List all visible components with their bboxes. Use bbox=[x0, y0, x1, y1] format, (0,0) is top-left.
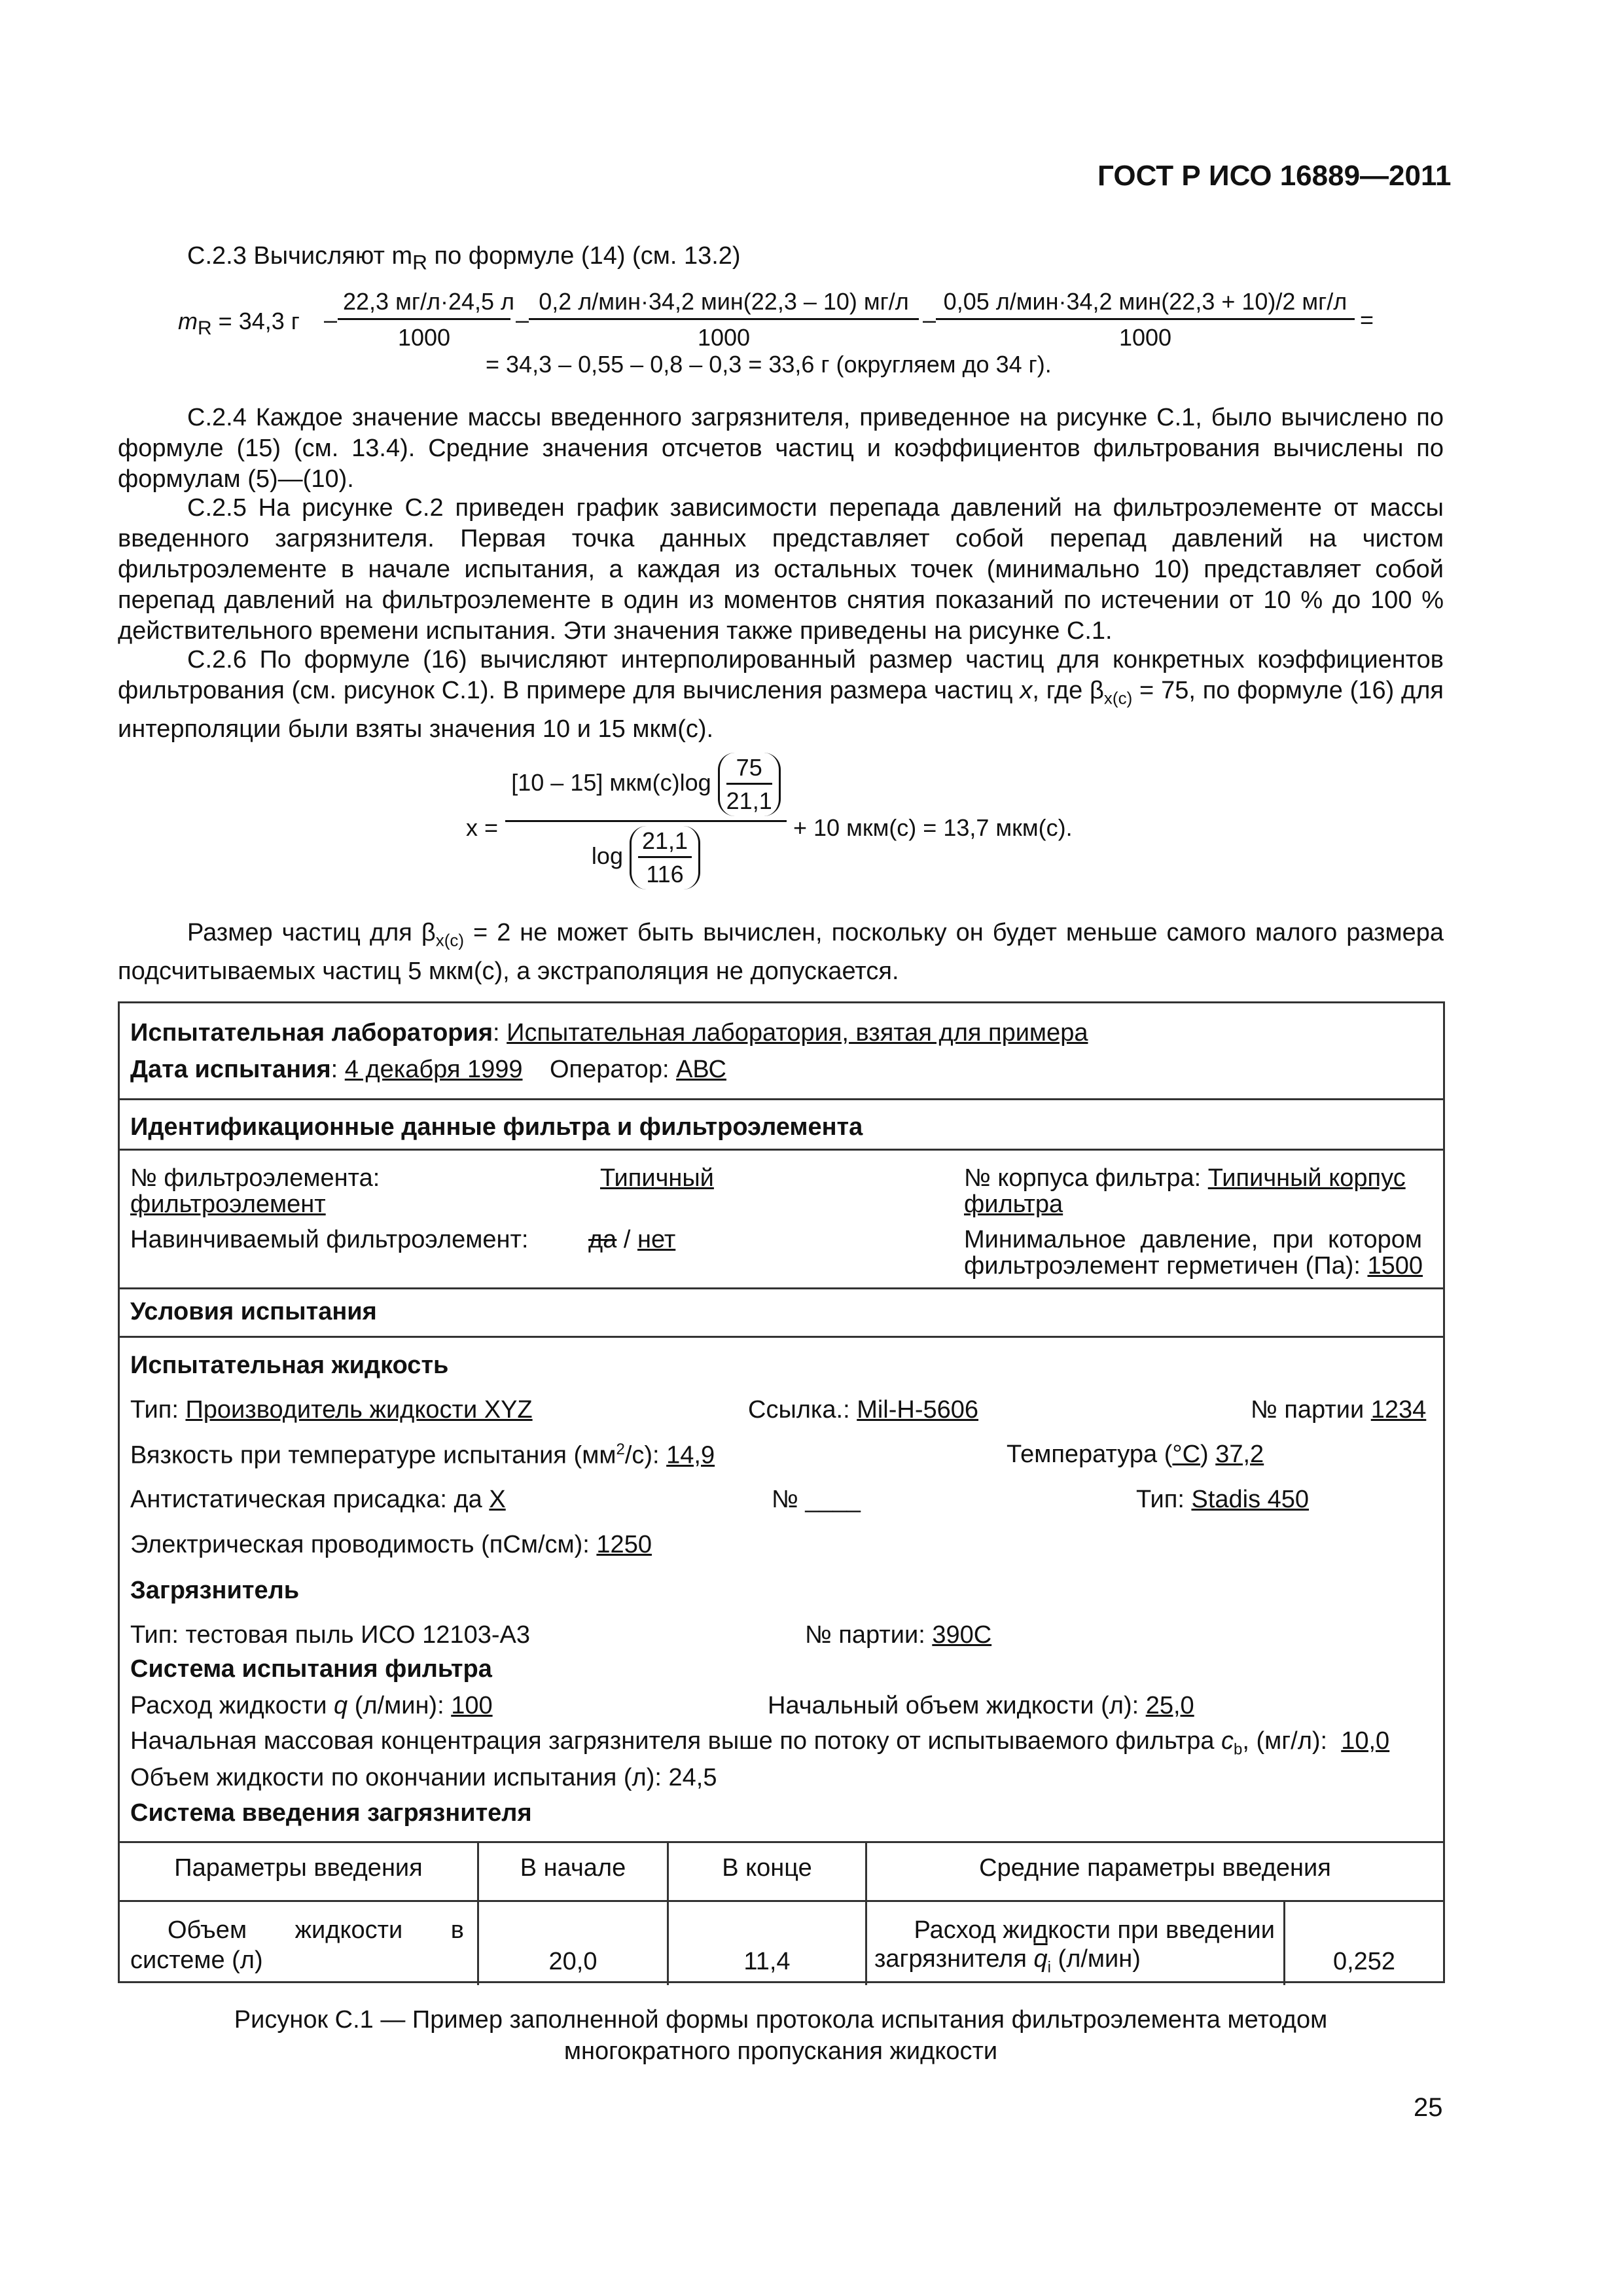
fluid-type-value: Производитель жидкости XYZ bbox=[185, 1396, 533, 1424]
batch-label: № партии bbox=[1251, 1396, 1371, 1424]
paragraph-c26 bbox=[118, 645, 1444, 745]
contaminant-batch-label: № партии: bbox=[805, 1621, 933, 1649]
avg-label-3: (л/мин) bbox=[1050, 1945, 1141, 1973]
c26-text-a: С.2.6 По формуле (16) вычисляют интерполированный размер частиц для конкретных коэффициентов фильтрования (см. рисунок С.1). В примере для вычисления размера частиц bbox=[118, 646, 1444, 704]
spin-on-label: Навинчиваемый фильтроэлемент: bbox=[130, 1226, 529, 1253]
table-header-params: Параметры введения bbox=[174, 1854, 423, 1882]
table-cell-avg-label bbox=[874, 1915, 1275, 1945]
avg-q: $\overline{q}$ bbox=[1033, 1945, 1048, 1973]
eq14-term-1 bbox=[338, 288, 515, 351]
date-value: 4 декабря 1999 bbox=[344, 1056, 523, 1083]
temp-unit: °С bbox=[1172, 1441, 1201, 1468]
antistatic-row bbox=[130, 1486, 506, 1514]
eq14-term-2 bbox=[529, 288, 919, 351]
c23-text: С.2.3 Вычисляют m bbox=[187, 242, 413, 270]
c26-text-b: , где β bbox=[1032, 677, 1104, 704]
temp-label: Температура ( bbox=[1007, 1441, 1173, 1468]
eq16-fraction bbox=[505, 753, 787, 889]
ref-value: Mil-H-5606 bbox=[857, 1396, 979, 1424]
contaminant-batch-row bbox=[805, 1621, 991, 1649]
c23-intro bbox=[187, 242, 741, 275]
batch-row bbox=[1251, 1396, 1426, 1424]
conc-value: 10,0 bbox=[1341, 1727, 1390, 1755]
avg-sub: i bbox=[1047, 1958, 1051, 1977]
eq16-den-paren-num: 21,1 bbox=[638, 827, 692, 858]
standard-designation: ГОСТ Р ИСО 16889—2011 bbox=[1097, 160, 1452, 192]
eq14-equals: = bbox=[1360, 306, 1374, 333]
system-heading: Система испытания фильтра bbox=[130, 1655, 492, 1683]
conc-label-b: , (мг/л): bbox=[1242, 1727, 1334, 1755]
form-divider-4 bbox=[120, 1336, 1443, 1338]
spin-on-yes: да bbox=[588, 1226, 617, 1253]
housing-row bbox=[964, 1164, 1406, 1193]
eq16-denominator bbox=[505, 822, 787, 889]
avg-label-line-1: Расход жидкости при введении bbox=[914, 1916, 1275, 1944]
lab-colon: : bbox=[493, 1019, 507, 1047]
fluid-type-row bbox=[130, 1396, 533, 1424]
lab-row bbox=[130, 1019, 1088, 1047]
eq14-lhs-m: m bbox=[178, 308, 198, 334]
eq16-num-text: [10 – 15] мкм(с)log bbox=[511, 769, 711, 797]
eq16-lhs: x = bbox=[466, 814, 499, 841]
table-header-average: Средние параметры введения bbox=[979, 1854, 1331, 1882]
ident-heading: Идентификационные данные фильтра и фильтроэлемента bbox=[130, 1113, 863, 1141]
conductivity-row bbox=[130, 1531, 652, 1559]
fluid-heading: Испытательная жидкость bbox=[130, 1352, 449, 1379]
table-header-end: В конце bbox=[722, 1854, 812, 1882]
date-row bbox=[130, 1056, 523, 1084]
init-volume-row bbox=[768, 1692, 1194, 1720]
additive-no-row bbox=[772, 1486, 861, 1514]
temperature-row bbox=[1007, 1441, 1264, 1469]
spin-on-no: нет bbox=[637, 1226, 676, 1253]
spin-on-sep: / bbox=[616, 1226, 637, 1253]
eq14-term-3 bbox=[936, 288, 1355, 351]
final-volume: Объем жидкости по окончании испытания (л): 24,5 bbox=[130, 1764, 717, 1791]
table-cell-avg-value: 0,252 bbox=[1332, 1948, 1396, 1975]
contaminant-batch-value: 390С bbox=[932, 1621, 992, 1649]
element-no-label-2: фильтроэлемент bbox=[130, 1191, 326, 1218]
temp-close: ) bbox=[1200, 1441, 1216, 1468]
c26-sub: x(c) bbox=[1103, 688, 1133, 708]
flow-label-a: Расход жидкости bbox=[130, 1692, 334, 1719]
visc-label: Вязкость при температуре испытания (мм bbox=[130, 1441, 616, 1469]
eq14-lhs-eq: = 34,3 г bbox=[211, 308, 300, 334]
conductivity-value: 1250 bbox=[596, 1531, 652, 1558]
lab-value: Испытательная лаборатория, взятая для примера bbox=[507, 1019, 1088, 1047]
visc-value: 14,9 bbox=[666, 1441, 715, 1469]
housing-value-2: фильтра bbox=[964, 1191, 1063, 1218]
page-number: 25 bbox=[1414, 2093, 1443, 2122]
eq14-lhs bbox=[178, 308, 300, 340]
min-pressure-line-1: Минимальное давление, при котором bbox=[964, 1226, 1422, 1253]
date-label: Дата испытания bbox=[130, 1056, 331, 1083]
eq14-term-2-den: 1000 bbox=[697, 324, 751, 351]
eq16-den-paren bbox=[630, 826, 700, 889]
eq14-term-3-den: 1000 bbox=[1118, 324, 1172, 351]
date-colon: : bbox=[330, 1056, 345, 1083]
element-no-value: Типичный bbox=[600, 1164, 714, 1192]
eq16-num-paren-num: 75 bbox=[726, 754, 772, 785]
eq16-numerator bbox=[505, 753, 787, 822]
note-text-a: Размер частиц для β bbox=[187, 919, 436, 946]
temp-value: 37,2 bbox=[1215, 1441, 1264, 1468]
operator-row bbox=[550, 1056, 726, 1084]
caption-line-1: Рисунок С.1 — Пример заполненной формы протокола испытания фильтроэлемента методом bbox=[234, 2006, 1328, 2034]
no-value: ____ bbox=[805, 1486, 861, 1513]
injection-heading: Система введения загрязнителя bbox=[130, 1799, 532, 1827]
eq14-minus-1: – bbox=[324, 306, 338, 333]
additive-type-value: Stadis 450 bbox=[1191, 1486, 1310, 1513]
ref-row bbox=[748, 1396, 978, 1424]
conc-label-a: Начальная массовая концентрация загрязнителя выше по потоку от испытываемого фильтра bbox=[130, 1727, 1222, 1755]
flow-label-q: q bbox=[334, 1692, 348, 1719]
paragraph-note bbox=[118, 918, 1444, 987]
c23-sub: R bbox=[412, 250, 427, 274]
antistatic-label: Антистатическая присадка: да bbox=[130, 1486, 490, 1513]
antistatic-value: Х bbox=[489, 1486, 506, 1513]
no-label: № bbox=[772, 1486, 806, 1513]
table-cell-start: 20,0 bbox=[548, 1948, 597, 1975]
eq14-term-1-num: 22,3 мг/л·24,5 л bbox=[338, 288, 510, 320]
viscosity-row bbox=[130, 1441, 715, 1470]
note-text-b: = 2 не может быть вычислен, поскольку он будет меньше самого малого размера подсчитываемых частиц 5 мкм(с), а экстраполяция не допускается. bbox=[118, 919, 1444, 985]
init-volume-label: Начальный объем жидкости (л): bbox=[768, 1692, 1146, 1719]
c26-x: x bbox=[1020, 677, 1033, 704]
table-col-start bbox=[477, 1841, 667, 1985]
additive-type-label: Тип: bbox=[1136, 1486, 1192, 1513]
conc-sub: b bbox=[1234, 1740, 1243, 1759]
ref-label: Ссылка.: bbox=[748, 1396, 857, 1424]
lab-label: Испытательная лаборатория bbox=[130, 1019, 493, 1047]
eq14-minus-2: – bbox=[516, 306, 529, 333]
min-pressure-value: 1500 bbox=[1367, 1252, 1423, 1280]
avg-label-2: загрязнителя bbox=[874, 1945, 1034, 1973]
operator-label: Оператор: bbox=[550, 1056, 677, 1083]
eq16-tail: + 10 мкм(с) = 13,7 мкм(с). bbox=[793, 814, 1073, 841]
eq16-num-paren bbox=[718, 753, 781, 816]
eq14-term-1-den: 1000 bbox=[397, 324, 451, 351]
figure-caption bbox=[118, 2004, 1444, 2067]
init-volume-value: 25,0 bbox=[1145, 1692, 1194, 1719]
caption-line-2: многократного пропускания жидкости bbox=[563, 2037, 998, 2065]
eq16-den-paren-den: 116 bbox=[646, 861, 684, 888]
avg-label-line-2 bbox=[874, 1945, 1141, 1977]
concentration-row bbox=[130, 1727, 1389, 1759]
eq14-term-2-num: 0,2 л/мин·34,2 мин(22,3 – 10) мг/л bbox=[529, 288, 919, 320]
test-report-form bbox=[118, 1001, 1445, 1983]
form-divider-1 bbox=[120, 1098, 1443, 1100]
table-col-end bbox=[667, 1841, 865, 1985]
housing-value-1: Типичный корпус bbox=[1207, 1164, 1406, 1192]
table-header-start: В начале bbox=[520, 1854, 626, 1882]
housing-label: № корпуса фильтра: bbox=[964, 1164, 1208, 1192]
visc-sup: 2 bbox=[616, 1441, 625, 1458]
table-cell-end: 11,4 bbox=[743, 1948, 791, 1975]
min-pressure-label: фильтроэлемент герметичен (Па): bbox=[964, 1252, 1368, 1280]
conditions-heading: Условия испытания bbox=[130, 1298, 377, 1325]
spin-on-value bbox=[588, 1226, 675, 1254]
eq14-minus-3: – bbox=[923, 306, 936, 333]
form-divider-2 bbox=[120, 1149, 1443, 1151]
contaminant-type: Тип: тестовая пыль ИСО 12103-А3 bbox=[130, 1621, 530, 1649]
eq14-term-3-num: 0,05 л/мин·34,2 мин(22,3 + 10)/2 мг/л bbox=[936, 288, 1355, 320]
form-divider-3 bbox=[120, 1287, 1443, 1289]
c23-text-tail: по формуле (14) (см. 13.2) bbox=[427, 242, 741, 270]
flow-row bbox=[130, 1692, 493, 1720]
paragraph-c25: С.2.5 На рисунке С.2 приведен график зависимости перепада давлений на фильтроэлементе от массы введенного загрязнителя. Первая точка данных представляет собой перепад давлений на чистом фильтроэлементе в начале испытания, а каждая из остальных точек (минимально 10) представляет собой перепад давлений на фильтроэлементе в один из моментов снятия показаний по истечении от 10 % до 100 % действительного времени испытания. Эти значения также приведены на рисунке С.1. bbox=[118, 494, 1444, 645]
additive-type-row bbox=[1136, 1486, 1309, 1514]
note-sub: x(c) bbox=[435, 930, 465, 950]
conc-c: c bbox=[1221, 1727, 1234, 1755]
c26-text-c: = 75, по формуле (16) для интерполяции были взяты значения 10 и 15 мкм(с). bbox=[118, 677, 1444, 743]
table-cell-param: Объем жидкости в системе (л) bbox=[130, 1916, 464, 1974]
flow-label-b: (л/мин): bbox=[348, 1692, 452, 1719]
fluid-type-label: Тип: bbox=[130, 1396, 186, 1424]
eq16-num-paren-den: 21,1 bbox=[726, 787, 772, 814]
batch-value: 1234 bbox=[1370, 1396, 1427, 1424]
min-pressure-line-2 bbox=[964, 1252, 1423, 1280]
eq14-result: = 34,3 – 0,55 – 0,8 – 0,3 = 33,6 г (округляем до 34 г). bbox=[486, 351, 1052, 378]
visc-label-2: /с): bbox=[624, 1441, 667, 1469]
contaminant-heading: Загрязнитель bbox=[130, 1577, 300, 1604]
flow-value: 100 bbox=[451, 1692, 493, 1719]
eq16-den-text: log bbox=[591, 842, 623, 870]
eq14-lhs-sub: R bbox=[198, 317, 212, 340]
table-col-avg-value bbox=[1283, 1900, 1443, 1985]
paragraph-c24: С.2.4 Каждое значение массы введенного загрязнителя, приведенное на рисунке С.1, было вычислено по формуле (15) (см. 13.4). Средние значения отсчетов частиц и коэффициентов фильтрования вычислены по формулам (5)—(10). bbox=[118, 404, 1444, 493]
element-no-label: № фильтроэлемента: bbox=[130, 1164, 380, 1192]
operator-value: АВС bbox=[676, 1056, 726, 1083]
conductivity-label: Электрическая проводимость (пСм/см): bbox=[130, 1531, 597, 1558]
